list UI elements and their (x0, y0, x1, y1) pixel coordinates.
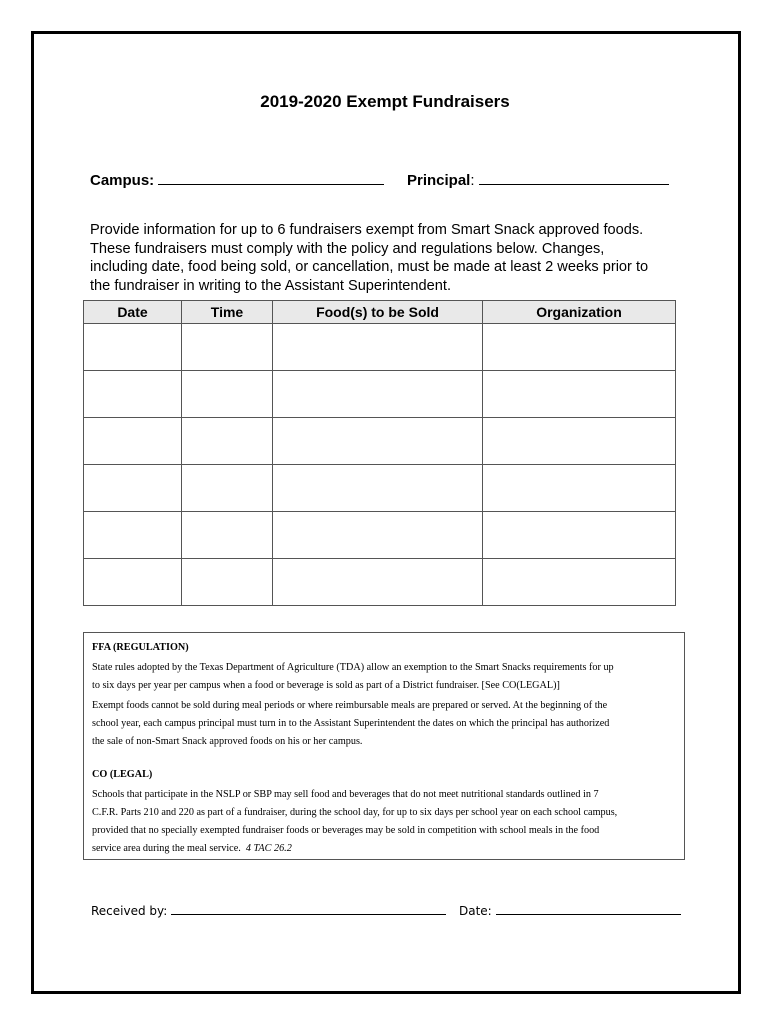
date-cell[interactable] (84, 559, 182, 606)
foods-cell[interactable] (273, 465, 483, 512)
co-last-line: service area during the meal service. (92, 843, 241, 854)
principal-input-line[interactable] (479, 170, 669, 185)
organization-cell[interactable] (483, 418, 676, 465)
table-row (84, 512, 676, 559)
date-cell[interactable] (84, 371, 182, 418)
table-row (84, 559, 676, 606)
legal-citation: 4 TAC 26.2 (245, 843, 292, 854)
organization-cell[interactable] (483, 324, 676, 371)
regulation-line: State rules adopted by the Texas Department of Agriculture (TDA) allow an exemption to the Smart Snacks requirements for up (92, 662, 614, 673)
date-input-line[interactable] (496, 900, 681, 915)
date-cell[interactable] (84, 465, 182, 512)
regulation-box (83, 632, 685, 860)
time-cell[interactable] (182, 324, 273, 371)
time-cell[interactable] (182, 418, 273, 465)
organization-cell[interactable] (483, 465, 676, 512)
organization-cell[interactable] (483, 512, 676, 559)
col-header-time: Time (182, 301, 273, 324)
date-cell[interactable] (84, 324, 182, 371)
regulation-line: Schools that participate in the NSLP or SBP may sell food and beverages that do not meet nutritional standards outlined in 7 (92, 789, 599, 800)
received-by-label: Received by: (91, 904, 168, 918)
regulation-line: to six days per year per campus when a food or beverage is sold as part of a District fundraiser. [See CO(LEGAL)] (92, 680, 560, 691)
principal-field (407, 170, 669, 189)
date-field (459, 900, 681, 918)
fundraiser-table (83, 300, 676, 606)
co-heading: CO (LEGAL) (92, 769, 153, 780)
received-by-field (91, 900, 446, 918)
principal-colon: : (470, 172, 475, 189)
regulation-line: school year, each campus principal must turn in to the Assistant Superintendent the dates on which the principal has authorized (92, 718, 610, 729)
organization-cell[interactable] (483, 371, 676, 418)
table-row (84, 465, 676, 512)
foods-cell[interactable] (273, 371, 483, 418)
foods-cell[interactable] (273, 559, 483, 606)
campus-input-line[interactable] (158, 170, 384, 185)
time-cell[interactable] (182, 512, 273, 559)
time-cell[interactable] (182, 559, 273, 606)
table-row (84, 371, 676, 418)
received-by-input-line[interactable] (171, 900, 446, 915)
ffa-heading: FFA (REGULATION) (92, 642, 189, 653)
date-cell[interactable] (84, 512, 182, 559)
instructions-line: the fundraiser in writing to the Assistant Superintendent. (90, 277, 452, 294)
regulation-line (92, 840, 676, 858)
campus-label: Campus: (90, 172, 155, 189)
col-header-organization: Organization (483, 301, 676, 324)
principal-label: Principal (407, 172, 471, 189)
regulation-line: provided that no specially exempted fundraiser foods or beverages may be sold in competition with school meals in the food (92, 825, 600, 836)
date-cell[interactable] (84, 418, 182, 465)
campus-field (90, 170, 384, 189)
col-header-foods: Food(s) to be Sold (273, 301, 483, 324)
form-title: 2019-2020 Exempt Fundraisers (260, 92, 510, 111)
time-cell[interactable] (182, 371, 273, 418)
foods-cell[interactable] (273, 418, 483, 465)
table-row (84, 324, 676, 371)
regulation-line: C.F.R. Parts 210 and 220 as part of a fundraiser, during the school day, for up to six days per school year on each school campus, (92, 807, 618, 818)
table-row (84, 418, 676, 465)
foods-cell[interactable] (273, 512, 483, 559)
instructions-line: including date, food being sold, or cancellation, must be made at least 2 weeks prior to (90, 259, 649, 275)
table-header-row (84, 301, 676, 324)
date-label: Date: (459, 904, 492, 918)
organization-cell[interactable] (483, 559, 676, 606)
time-cell[interactable] (182, 465, 273, 512)
instructions-line: These fundraisers must comply with the policy and regulations below. Changes, (90, 240, 605, 257)
col-header-date: Date (84, 301, 182, 324)
instructions-line: Provide information for up to 6 fundraisers exempt from Smart Snack approved foods. (90, 222, 644, 238)
instructions (90, 221, 690, 295)
foods-cell[interactable] (273, 324, 483, 371)
regulation-line: Exempt foods cannot be sold during meal periods or where reimbursable meals are prepared or served. At the beginning of the (92, 700, 608, 711)
regulation-line: the sale of non-Smart Snack approved foods on his or her campus. (92, 736, 363, 747)
